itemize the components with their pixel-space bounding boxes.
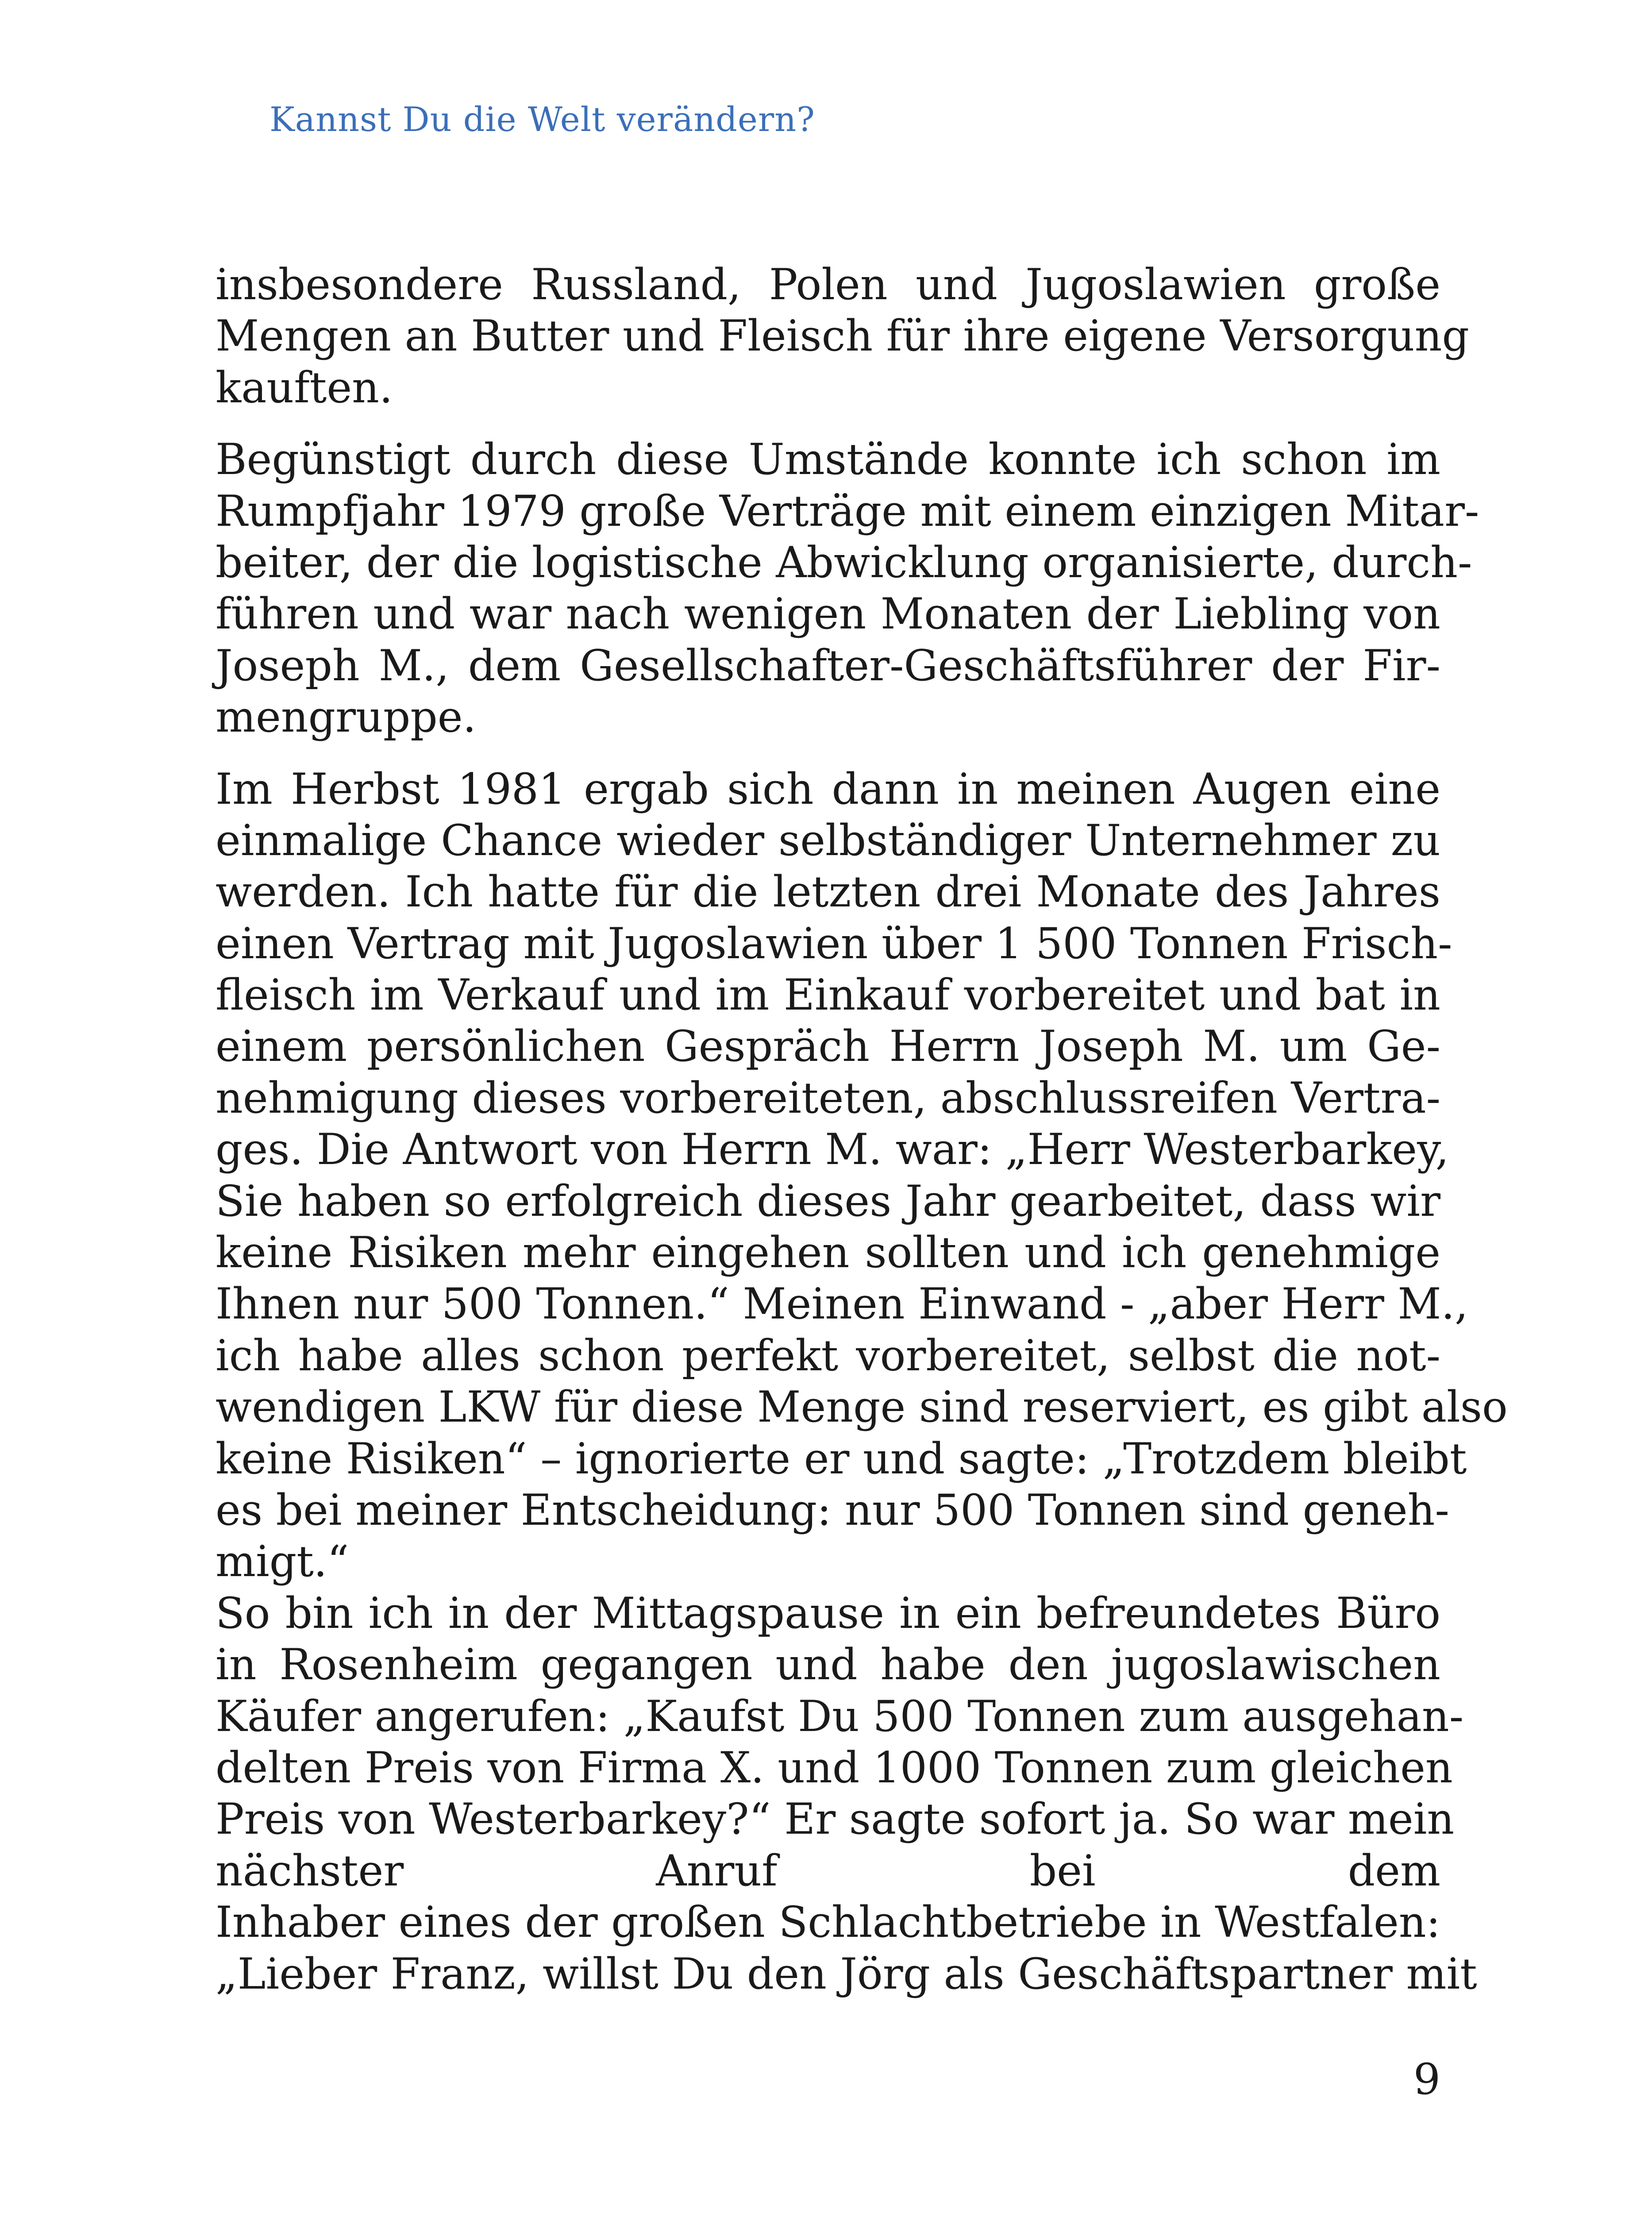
text-line: Rumpfjahr 1979 große Verträge mit einem einzigen Mitar- bbox=[216, 486, 1479, 536]
text-line: beiter, der die logistische Abwicklung organisierte, durch- bbox=[216, 537, 1472, 587]
page-number: 9 bbox=[1413, 2055, 1440, 2104]
text-line: kauften. bbox=[216, 362, 393, 413]
text-line: ich habe alles schon perfekt vorbereitet, selbst die not- bbox=[216, 1330, 1440, 1380]
text-line: ges. Die Antwort von Herrn M. war: „Herr Westerbarkey, bbox=[216, 1125, 1449, 1175]
text-line: fleisch im Verkauf und im Einkauf vorbereitet und bat in bbox=[216, 970, 1440, 1020]
paragraph-1 bbox=[216, 259, 1469, 413]
text-line: in Rosenheim gegangen und habe den jugoslawischen bbox=[216, 1640, 1440, 1690]
text-line: Inhaber eines der großen Schlachtbetriebe in Westfalen: bbox=[216, 1897, 1441, 1947]
text-line: migt.“ bbox=[216, 1537, 349, 1587]
text-line: werden. Ich hatte für die letzten drei Monate des Jahres bbox=[216, 867, 1440, 917]
text-line: insbesondere Russland, Polen und Jugoslawien große bbox=[216, 260, 1440, 309]
text-line: Sie haben so erfolgreich dieses Jahr gearbeitet, dass wir bbox=[216, 1176, 1440, 1226]
text-line: keine Risiken“ – ignorierte er und sagte: „Trotzdem bleibt bbox=[216, 1434, 1467, 1484]
text-line: einem persönlichen Gespräch Herrn Joseph M. um Ge- bbox=[216, 1022, 1440, 1072]
text-line: nehmigung dieses vorbereiteten, abschlussreifen Vertra- bbox=[216, 1073, 1440, 1123]
text-line: mengruppe. bbox=[216, 692, 477, 742]
text-line: einmalige Chance wieder selbständiger Unternehmer zu bbox=[216, 815, 1440, 865]
text-line: keine Risiken mehr eingehen sollten und ich genehmige bbox=[216, 1228, 1440, 1278]
running-head-title: Kannst Du die Welt verändern? bbox=[270, 100, 815, 139]
text-line: einen Vertrag mit Jugoslawien über 1 500 Tonnen Frisch- bbox=[216, 918, 1452, 968]
paragraph-3 bbox=[216, 763, 1508, 1588]
text-line: es bei meiner Entscheidung: nur 500 Tonnen sind geneh- bbox=[216, 1485, 1449, 1535]
text-line: „Lieber Franz, willst Du den Jörg als Geschäftspartner mit bbox=[216, 1949, 1477, 1999]
paragraph-4 bbox=[216, 1588, 1477, 2000]
text-line: Im Herbst 1981 ergab sich dann in meinen Augen eine bbox=[216, 764, 1440, 814]
text-line: Käufer angerufen: „Kaufst Du 500 Tonnen zum ausgehan- bbox=[216, 1691, 1464, 1741]
text-line: Ihnen nur 500 Tonnen.“ Meinen Einwand - „aber Herr M., bbox=[216, 1279, 1468, 1329]
text-line: Begünstigt durch diese Umstände konnte ich schon im bbox=[216, 435, 1440, 485]
text-line: führen und war nach wenigen Monaten der Liebling von bbox=[216, 589, 1440, 639]
paragraph-2 bbox=[216, 434, 1479, 743]
text-line: nächster Anruf bei dem bbox=[216, 1846, 1440, 1896]
body-text bbox=[216, 259, 1508, 2000]
text-line: Joseph M., dem Gesellschafter-Geschäftsführer der Fir- bbox=[216, 640, 1440, 690]
text-line: delten Preis von Firma X. und 1000 Tonnen zum gleichen bbox=[216, 1743, 1453, 1793]
text-line: So bin ich in der Mittagspause in ein befreundetes Büro bbox=[216, 1588, 1440, 1638]
text-line: Preis von Westerbarkey?“ Er sagte sofort ja. So war mein bbox=[216, 1794, 1455, 1844]
text-line: Mengen an Butter und Fleisch für ihre eigene Versorgung bbox=[216, 311, 1469, 361]
text-line: wendigen LKW für diese Menge sind reserviert, es gibt also bbox=[216, 1382, 1508, 1432]
